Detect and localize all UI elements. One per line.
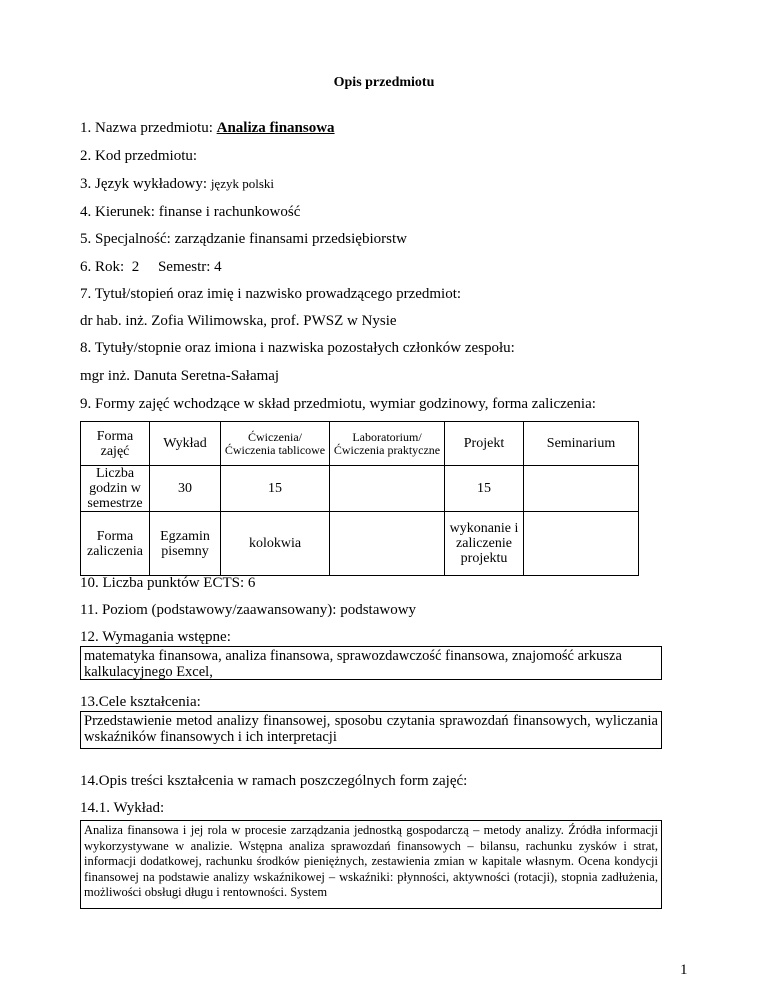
field-language: 3. Język wykładowy: język polski (80, 176, 274, 192)
goals-box: Przedstawienie metod analizy finansowej, sposobu czytania sprawozdań finansowych, wyliczania wskaźników finansowych i ich interpretacji (80, 711, 662, 749)
field-prerequisites-label: 12. Wymagania wstępne: (80, 629, 231, 645)
table-cell (330, 512, 445, 576)
subject-name-value: Analiza finansowa (216, 120, 335, 136)
table-cell: 15 (221, 466, 330, 512)
page-number: 1 (680, 962, 688, 978)
table-cell: Ćwiczenia/ Ćwiczenia tablicowe (221, 422, 330, 466)
field-level: 11. Poziom (podstawowy/zaawansowany): podstawowy (80, 602, 417, 618)
field-specialty: 5. Specjalność: zarządzanie finansami przedsiębiorstw (80, 231, 407, 247)
table-cell (330, 466, 445, 512)
table-cell: Forma zaliczenia (81, 512, 150, 576)
field-ects: 10. Liczba punktów ECTS: 6 (80, 575, 256, 591)
table-cell: Egzamin pisemny (150, 512, 221, 576)
table-cell: wykonanie i zaliczenie projektu (445, 512, 524, 576)
table-cell: kolokwia (221, 512, 330, 576)
lecture-content-box: Analiza finansowa i jej rola w procesie zarządzania jednostką gospodarczą – metody analizy. Źródła informacji wykorzystywane w analizie. Wstępna analiza sprawozdań finansowych – bilansu, rachunku zysków i strat, informacji dodatkowej, rachunku środków pieniężnych, zestawienia zmian w kapitale własnym. Ocena kondycji finansowej na podstawie analizy wskaźnikowej – wskaźniki: płynności, aktywności (rotacji), stopnia zadłużenia, możliwości obsługi długu i rentowności. System (80, 820, 662, 909)
table-row-hours (81, 466, 639, 512)
field-team-label: 8. Tytuły/stopnie oraz imiona i nazwiska pozostałych członków zespołu: (80, 340, 515, 356)
document-title: Opis przedmiotu (333, 75, 435, 90)
field-class-forms: 9. Formy zajęć wchodzące w skład przedmiotu, wymiar godzinowy, forma zaliczenia: (80, 396, 596, 412)
table-cell: Forma zajęć (81, 422, 150, 466)
field-lecture-label: 14.1. Wykład: (80, 800, 165, 816)
field-goals-label: 13.Cele kształcenia: (80, 694, 201, 710)
table-cell: Liczba godzin w semestrze (81, 466, 150, 512)
table-header-row (81, 422, 639, 466)
field-lecturer-label: 7. Tytuł/stopień oraz imię i nazwisko prowadzącego przedmiot: (80, 286, 462, 302)
table-cell: 15 (445, 466, 524, 512)
field-team-value: mgr inż. Danuta Seretna-Sałamaj (80, 368, 280, 384)
field-subject-name: 1. Nazwa przedmiotu: Analiza finansowa (80, 120, 335, 136)
field-content-label: 14.Opis treści kształcenia w ramach poszczególnych form zajęć: (80, 773, 468, 789)
table-cell (524, 512, 639, 576)
table-cell: Laboratorium/ Ćwiczenia praktyczne (330, 422, 445, 466)
class-forms-table (80, 421, 639, 576)
prerequisites-box: matematyka finansowa, analiza finansowa, sprawozdawczość finansowa, znajomość arkusza kalkulacyjnego Excel, (80, 646, 662, 680)
field-subject-code: 2. Kod przedmiotu: (80, 148, 198, 164)
field-lecturer-value: dr hab. inż. Zofia Wilimowska, prof. PWSZ w Nysie (80, 313, 397, 329)
table-cell (524, 466, 639, 512)
table-row-credit (81, 512, 639, 576)
table-cell: 30 (150, 466, 221, 512)
field-major: 4. Kierunek: finanse i rachunkowość (80, 204, 301, 220)
table-cell: Wykład (150, 422, 221, 466)
table-cell: Projekt (445, 422, 524, 466)
field-year-semester: 6. Rok: 2 Semestr: 4 (80, 259, 222, 275)
table-cell: Seminarium (524, 422, 639, 466)
language-value: język polski (210, 176, 274, 191)
